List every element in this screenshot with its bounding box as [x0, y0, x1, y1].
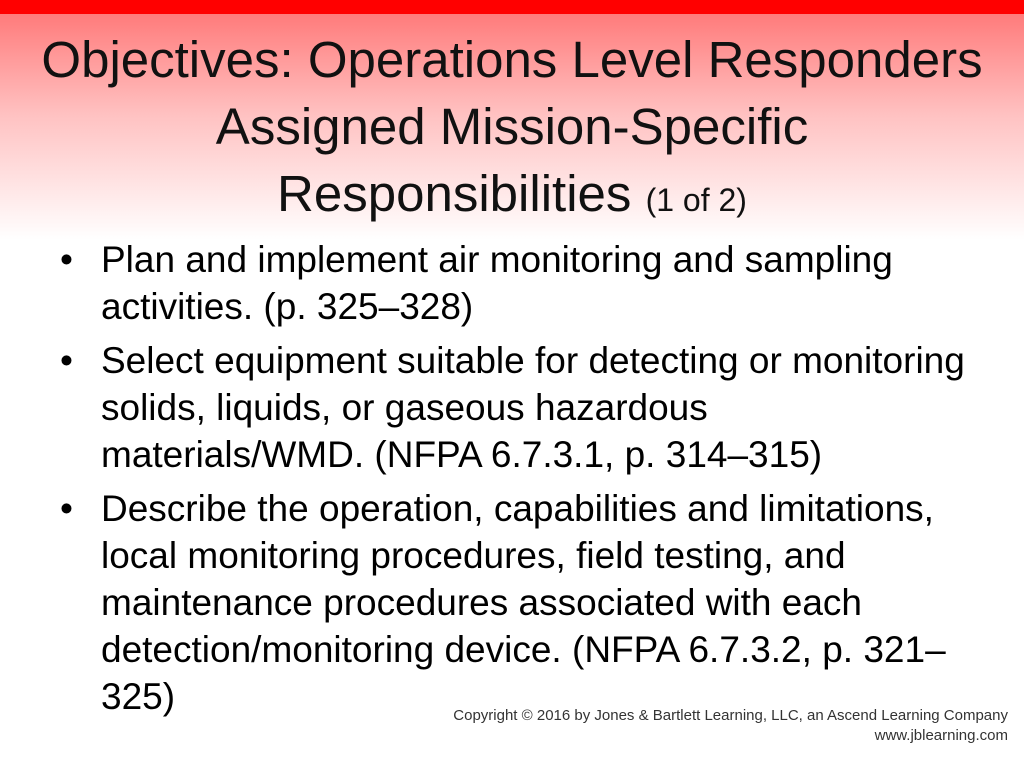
- bullet-text: Describe the operation, capabilities and limitations, local monitoring procedures, field testing, and maintenance procedures associated with each detection/monitoring device. (NFPA 6.7.3.2, p. 321–325): [101, 488, 946, 717]
- bullet-dot-icon: •: [60, 340, 73, 381]
- top-accent-bar: [0, 0, 1024, 14]
- slide-title-part: (1 of 2): [645, 182, 747, 218]
- bullet-item: [60, 485, 970, 720]
- copyright-text: Copyright © 2016 by Jones & Bartlett Learning, LLC, an Ascend Learning Company: [453, 707, 1008, 724]
- bullet-dot-icon: •: [60, 488, 73, 529]
- bullet-item: [60, 337, 970, 478]
- bullet-text: Select equipment suitable for detecting or monitoring solids, liquids, or gaseous hazardous materials/WMD. (NFPA 6.7.3.1, p. 314–315): [101, 340, 965, 475]
- bullet-text: Plan and implement air monitoring and sampling activities. (p. 325–328): [101, 239, 893, 327]
- slide-title-main: Objectives: Operations Level Responders Assigned Mission-Specific Responsibilities: [41, 31, 983, 222]
- bullet-list: [60, 236, 970, 727]
- bullet-dot-icon: •: [60, 239, 73, 280]
- publisher-url: www.jblearning.com: [874, 727, 1008, 744]
- copyright-footer: [453, 706, 1008, 746]
- slide-title: [40, 26, 984, 234]
- bullet-item: [60, 236, 970, 330]
